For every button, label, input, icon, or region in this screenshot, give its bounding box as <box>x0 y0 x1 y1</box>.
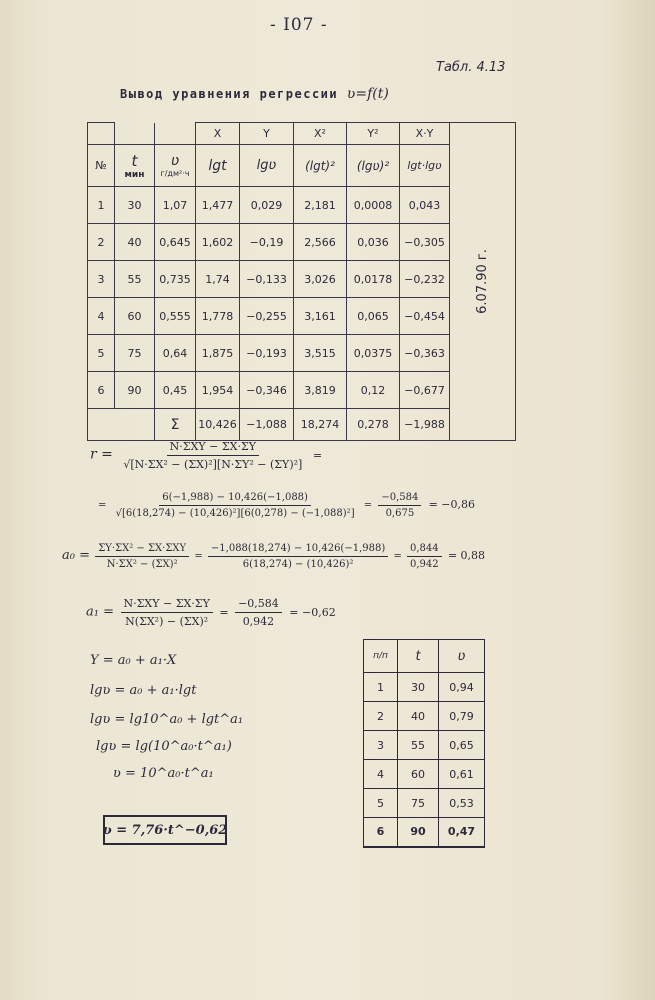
var-y: Y <box>240 123 294 145</box>
table-cell: 0,278 <box>347 409 400 441</box>
table-cell: 0,61 <box>439 760 485 789</box>
date-text: 6.07.90 г. <box>474 249 490 314</box>
table-cell: 3,515 <box>294 335 347 372</box>
table-cell: 0,45 <box>155 372 196 409</box>
table-cell: 3 <box>364 731 398 760</box>
sum-symbol: Σ <box>155 409 196 441</box>
table-cell: 0,94 <box>439 673 485 702</box>
table-cell: 90 <box>115 372 155 409</box>
table-cell: 1,74 <box>196 261 240 298</box>
table-row <box>364 789 485 818</box>
header-lgv: lgʋ <box>240 145 294 187</box>
table-cell: 2 <box>364 702 398 731</box>
table-cell: ʋ <box>439 640 485 673</box>
derivation-line: Y = a₀ + a₁·X <box>90 653 177 668</box>
table-cell: 6 <box>364 818 398 847</box>
table-cell: 1,954 <box>196 372 240 409</box>
var-xy: X·Y <box>400 123 450 145</box>
table-cell: 5 <box>364 789 398 818</box>
table-cell: 0,64 <box>155 335 196 372</box>
table-cell: 2 <box>88 224 115 261</box>
table-cell <box>115 123 155 145</box>
table-cell: 90 <box>398 818 439 847</box>
table-cell: −0,19 <box>240 224 294 261</box>
table-cell: 0,645 <box>155 224 196 261</box>
table-cell: 0,043 <box>400 187 450 224</box>
formula-r: r = $\frac{\text{N·ΣXY − ΣX·ΣY}}{\text{√[N·ΣX² − (ΣX)²][N·ΣY² − (ΣY)²]}}$ = <box>90 440 323 471</box>
small-header-row <box>364 640 485 673</box>
table-row <box>364 702 485 731</box>
header-no: № <box>88 145 115 187</box>
table-cell: 4 <box>88 298 115 335</box>
table-cell: 1,875 <box>196 335 240 372</box>
table-cell: 40 <box>115 224 155 261</box>
formula-a0: a₀ = $\frac{\text{ΣY·ΣX² − ΣX·ΣXY}}{\text{N·ΣX² − (ΣX)²}}$ = $\frac{-1,088(18,274) - 10,426(-1,988)}{\text{6(18,274) − (10,426)²}}$ = $\frac{0,844}{0,942}$ = 0,88 <box>62 543 486 570</box>
header-v: ʋ г/дм²·ч <box>155 145 196 187</box>
table-cell: 0,47 <box>439 818 485 847</box>
table-cell: 55 <box>115 261 155 298</box>
table-cell: 5 <box>88 335 115 372</box>
table-label: Табл. 4.13 <box>436 60 506 75</box>
derivation-line: ʋ = 10^a₀·t^a₁ <box>113 766 214 781</box>
result-equation: ʋ = 7,76·t^−0,62 <box>103 815 227 845</box>
table-cell: п/п <box>364 640 398 673</box>
table-cell: 4 <box>364 760 398 789</box>
table-row <box>364 760 485 789</box>
var-x: X <box>196 123 240 145</box>
table-cell: 3,819 <box>294 372 347 409</box>
formula-a1: a₁ = $\frac{\text{N·ΣXY − ΣX·ΣY}}{\text{N(ΣX²) − (ΣX)²}}$ = $\frac{-0,584}{0,942}$ = −0,62 <box>86 597 336 628</box>
table-cell: 0,036 <box>347 224 400 261</box>
table-cell: 3,161 <box>294 298 347 335</box>
table-cell: −0,305 <box>400 224 450 261</box>
results-table <box>363 639 485 848</box>
date-cell <box>450 123 516 441</box>
table-cell <box>88 409 155 441</box>
table-cell: 6 <box>88 372 115 409</box>
title-text: Вывод уравнения регрессии <box>120 87 339 101</box>
derivation-line: lgʋ = lg(10^a₀·t^a₁) <box>96 739 232 754</box>
table-cell: 3,026 <box>294 261 347 298</box>
var-x2: X² <box>294 123 347 145</box>
derivation-line: lgʋ = lg10^a₀ + lgt^a₁ <box>90 712 244 727</box>
table-cell: 30 <box>398 673 439 702</box>
table-cell: 75 <box>115 335 155 372</box>
document-title <box>120 86 389 102</box>
table-cell: 3 <box>88 261 115 298</box>
table-row <box>364 731 485 760</box>
table-cell: −1,088 <box>240 409 294 441</box>
table-cell: −0,363 <box>400 335 450 372</box>
table-cell: 1 <box>88 187 115 224</box>
table-cell: 0,65 <box>439 731 485 760</box>
table-cell: 0,555 <box>155 298 196 335</box>
table-cell: 2,181 <box>294 187 347 224</box>
var-row <box>88 123 516 145</box>
header-lgt: lgt <box>196 145 240 187</box>
table-cell: −1,988 <box>400 409 450 441</box>
page-number: - I07 - <box>270 15 328 35</box>
table-cell: t <box>398 640 439 673</box>
table-cell: 18,274 <box>294 409 347 441</box>
table-cell: −0,454 <box>400 298 450 335</box>
table-row <box>364 818 485 847</box>
header-t: t мин <box>115 145 155 187</box>
table-row <box>364 673 485 702</box>
table-cell: 75 <box>398 789 439 818</box>
table-cell: 1,477 <box>196 187 240 224</box>
table-cell: 1,602 <box>196 224 240 261</box>
table-cell: 55 <box>398 731 439 760</box>
table-cell: 60 <box>398 760 439 789</box>
table-cell: −0,255 <box>240 298 294 335</box>
table-cell: 0,065 <box>347 298 400 335</box>
table-cell <box>88 123 115 145</box>
header-lgt2: (lgt)² <box>294 145 347 187</box>
formula-r-numeric: = $\frac{6(-1,988) - 10,426(-1,088)}{\text{√[6(18,274) − (10,426)²][6(0,278) − (−1,088)²]}}$ = $\frac{-0,584}{0,675}$ = −0,86 <box>98 492 476 519</box>
table-cell: −0,133 <box>240 261 294 298</box>
title-formula: ʋ=f(t) <box>346 86 389 102</box>
table-cell: 0,53 <box>439 789 485 818</box>
header-lgv2: (lgʋ)² <box>347 145 400 187</box>
table-cell: 0,0375 <box>347 335 400 372</box>
table-cell: −0,232 <box>400 261 450 298</box>
table-cell: 0,029 <box>240 187 294 224</box>
var-y2: Y² <box>347 123 400 145</box>
table-cell: 30 <box>115 187 155 224</box>
table-cell: 1,778 <box>196 298 240 335</box>
table-cell: 1 <box>364 673 398 702</box>
table-cell: 2,566 <box>294 224 347 261</box>
table-cell: 0,0008 <box>347 187 400 224</box>
table-cell: −0,346 <box>240 372 294 409</box>
table-cell: 40 <box>398 702 439 731</box>
table-cell <box>155 123 196 145</box>
table-cell: −0,193 <box>240 335 294 372</box>
table-cell: 0,12 <box>347 372 400 409</box>
regression-table <box>87 122 516 441</box>
derivation-line: lgʋ = a₀ + a₁·lgt <box>90 683 197 698</box>
table-cell: 0,79 <box>439 702 485 731</box>
table-cell: 0,735 <box>155 261 196 298</box>
table-cell: 10,426 <box>196 409 240 441</box>
header-lgtlgv: lgt·lgʋ <box>400 145 450 187</box>
table-cell: 0,0178 <box>347 261 400 298</box>
table-cell: 60 <box>115 298 155 335</box>
table-cell: −0,677 <box>400 372 450 409</box>
table-cell: 1,07 <box>155 187 196 224</box>
